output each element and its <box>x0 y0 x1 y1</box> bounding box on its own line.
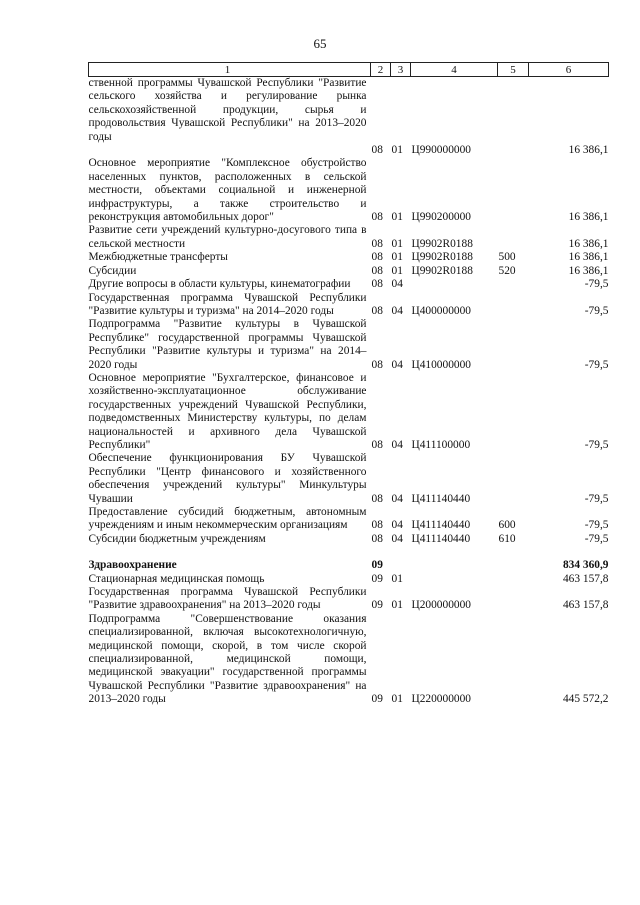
row-expense-type <box>498 224 529 251</box>
row-target-article: Ц9902R0188 <box>411 264 473 277</box>
table-row <box>89 144 609 157</box>
row-amount: -79,5 <box>584 532 609 545</box>
row-section: 08 <box>371 492 383 505</box>
row-name: Государственная программа Чувашской Республики "Развитие культуры и туризма" на 2014–2020 годы <box>88 291 367 317</box>
row-name: Субсидии <box>88 264 137 277</box>
row-name: Подпрограмма "Совершенствование оказания специализированной, включая высокотехнологичную, медицинской помощи, скорой, в том числе скорой специализированной, медицинской помощи, медицинской эвакуации" государственной программы Чувашской Республики "Развитие здравоохранения" на 2013–2020 годы <box>88 612 367 706</box>
row-expense-type <box>498 77 529 145</box>
row-section: 08 <box>371 211 383 224</box>
row-section: 08 <box>371 304 383 317</box>
row-name: ственной программы Чувашской Республики "Развитие сельского хозяйства и регулирование рынка сельскохозяйственной продукции, сырья и продовольствия Чувашской Республики" на 2013–2020 годы <box>88 77 367 143</box>
row-target-article <box>411 573 498 586</box>
table-row <box>89 613 609 707</box>
row-name: Подпрограмма "Развитие культуры в Чувашской Республике" государственной программы Чувашской Республики "Развитие культуры и туризма" на 2014–2020 годы <box>88 318 367 371</box>
spacer-row <box>89 546 609 559</box>
row-section: 09 <box>371 559 383 572</box>
row-target-article <box>411 77 498 145</box>
table-row <box>89 224 609 251</box>
row-expense-type: 600 <box>498 519 516 532</box>
row-expense-type <box>498 157 529 224</box>
row-amount: -79,5 <box>584 358 609 371</box>
row-subsection: 01 <box>391 237 403 250</box>
row-expense-type <box>498 559 529 572</box>
row-expense-type <box>498 278 529 291</box>
table-row <box>89 586 609 613</box>
row-amount: 463 157,8 <box>562 572 609 585</box>
row-section: 08 <box>371 438 383 451</box>
table-row <box>89 265 609 278</box>
row-section: 08 <box>371 532 383 545</box>
row-target-article: Ц411140440 <box>411 532 471 545</box>
header-col-1: 1 <box>89 63 371 77</box>
row-name: Другие вопросы в области культуры, кинематографии <box>88 278 351 291</box>
header-col-6: 6 <box>529 63 609 77</box>
page-number: 65 <box>313 36 327 51</box>
row-expense-type <box>498 318 529 372</box>
row-target-article: Ц200000000 <box>411 599 471 612</box>
table-row <box>89 157 609 224</box>
row-section: 08 <box>371 278 383 291</box>
row-subsection: 04 <box>391 278 403 291</box>
row-amount: -79,5 <box>584 438 609 451</box>
table-row <box>89 452 609 506</box>
row-subsection: 01 <box>391 693 403 706</box>
table-row <box>89 559 609 572</box>
row-amount: 16 386,1 <box>568 211 609 224</box>
row-expense-type <box>498 292 529 319</box>
row-subsection: 01 <box>391 251 403 264</box>
row-section: 08 <box>371 358 383 371</box>
row-amount: 16 386,1 <box>568 144 609 157</box>
row-target-article: Ц990000000 <box>411 144 471 157</box>
row-amount: -79,5 <box>584 278 609 291</box>
row-expense-type <box>498 452 529 506</box>
row-target-article: Ц411140440 <box>411 492 471 505</box>
row-section <box>371 77 391 145</box>
row-name: Межбюджетные трансферты <box>88 251 228 264</box>
row-expense-type <box>498 144 529 157</box>
row-expense-type <box>498 372 529 452</box>
header-col-4: 4 <box>411 63 498 77</box>
row-name: Субсидии бюджетным учреждениям <box>88 532 266 545</box>
row-name: Развитие сети учреждений культурно-досугового типа в сельской местности <box>88 224 367 250</box>
row-expense-type <box>498 586 529 613</box>
row-target-article: Ц411140440 <box>411 519 471 532</box>
row-section: 08 <box>371 264 383 277</box>
row-amount: 445 572,2 <box>562 693 609 706</box>
row-amount: -79,5 <box>584 304 609 317</box>
row-section: 09 <box>371 572 383 585</box>
table-row <box>89 251 609 264</box>
table-row <box>89 278 609 291</box>
row-section: 08 <box>371 237 383 250</box>
row-name: Основное мероприятие "Комплексное обустройство населенных пунктов, расположенных в сельской местности, объектами социальной и инженерной инфраструктуры, а также строительство и реконструкция автомобильных дорог" <box>88 157 367 224</box>
row-name: Предоставление субсидий бюджетным, автономным учреждениям и иным некоммерческим организациям <box>88 506 367 532</box>
row-target-article <box>411 278 498 291</box>
row-subsection <box>391 559 411 572</box>
table-body <box>89 77 609 707</box>
row-subsection: 04 <box>391 532 403 545</box>
header-col-2: 2 <box>371 63 391 77</box>
row-target-article: Ц400000000 <box>411 304 471 317</box>
header-col-3: 3 <box>391 63 411 77</box>
row-section: 08 <box>371 251 383 264</box>
row-subsection <box>391 77 411 145</box>
row-name: Основное мероприятие "Бухгалтерское, финансовое и хозяйственно-эксплуатационное обслуживание государственных учреждений Чувашской Республики, подведомственных Министерству культуры, по делам национальностей и архивного дела Чувашской Республики" <box>88 371 367 451</box>
row-section: 08 <box>371 519 383 532</box>
table-row <box>89 573 609 586</box>
row-name: Государственная программа Чувашской Республики "Развитие здравоохранения" на 2013–2020 годы <box>88 586 367 612</box>
row-subsection: 04 <box>391 492 403 505</box>
row-subsection: 01 <box>391 144 403 157</box>
row-subsection: 04 <box>391 519 403 532</box>
row-subsection: 01 <box>391 264 403 277</box>
row-expense-type: 520 <box>498 264 516 277</box>
row-subsection: 01 <box>391 599 403 612</box>
row-target-article: Ц9902R0188 <box>411 251 473 264</box>
row-section: 09 <box>371 693 383 706</box>
row-subsection: 04 <box>391 438 403 451</box>
table-row <box>89 318 609 372</box>
row-amount <box>529 77 609 145</box>
row-name: Обеспечение функционирования БУ Чувашской Республики "Центр финансового и хозяйственного обеспечения учреждений культуры" Минкультуры Чувашии <box>88 452 367 505</box>
row-amount: 16 386,1 <box>568 251 609 264</box>
row-target-article <box>411 559 498 572</box>
row-target-article: Ц411100000 <box>411 438 471 451</box>
row-expense-type: 500 <box>498 251 516 264</box>
row-expense-type <box>498 573 529 586</box>
row-subsection: 01 <box>391 572 403 585</box>
row-target-article: Ц9902R0188 <box>411 237 473 250</box>
row-amount: 463 157,8 <box>562 599 609 612</box>
row-amount: 16 386,1 <box>568 264 609 277</box>
row-expense-type <box>498 613 529 707</box>
budget-table <box>88 62 609 707</box>
row-subsection: 04 <box>391 358 403 371</box>
table-row <box>89 77 609 145</box>
row-name <box>89 144 371 157</box>
table-header-row <box>89 63 609 77</box>
row-name: Стационарная медицинская помощь <box>88 572 265 585</box>
row-subsection: 04 <box>391 304 403 317</box>
table-row <box>89 533 609 546</box>
row-amount: -79,5 <box>584 519 609 532</box>
row-name: Здравоохранение <box>88 559 177 572</box>
spacer-cell <box>89 546 609 559</box>
row-section: 08 <box>371 144 383 157</box>
row-expense-type: 610 <box>498 532 516 545</box>
row-target-article: Ц990200000 <box>411 211 471 224</box>
row-subsection: 01 <box>391 211 403 224</box>
table-row <box>89 292 609 319</box>
row-amount: 16 386,1 <box>568 237 609 250</box>
row-section: 09 <box>371 599 383 612</box>
header-col-5: 5 <box>498 63 529 77</box>
table-row <box>89 372 609 452</box>
row-amount: -79,5 <box>584 492 609 505</box>
table-row <box>89 506 609 533</box>
row-target-article: Ц410000000 <box>411 358 471 371</box>
row-amount: 834 360,9 <box>562 559 609 572</box>
row-target-article: Ц220000000 <box>411 693 471 706</box>
